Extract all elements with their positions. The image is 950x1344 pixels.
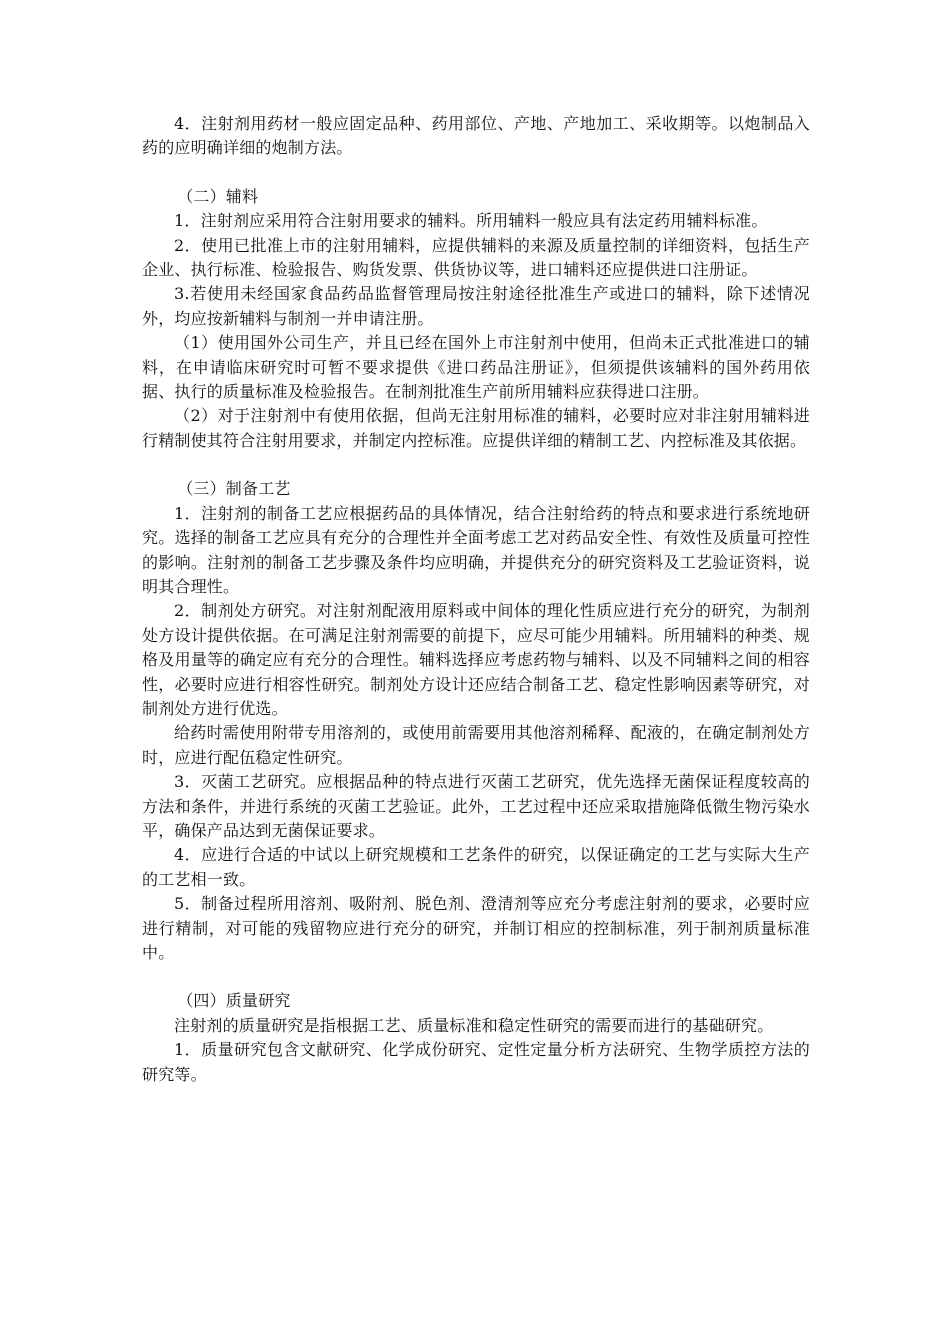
paragraph-quality-1: 1．质量研究包含文献研究、化学成份研究、定性定量分析方法研究、生物学质控方法的研究等。 (142, 1040, 810, 1084)
document-page (142, 112, 810, 1087)
paragraph-process-4: 4．应进行合适的中试以上研究规模和工艺条件的研究，以保证确定的工艺与实际大生产的工艺相一致。 (142, 845, 810, 889)
paragraph-process-2b: 给药时需使用附带专用溶剂的，或使用前需要用其他溶剂稀释、配液的，在确定制剂处方时，应进行配伍稳定性研究。 (142, 723, 810, 767)
paragraph-excipients-3-1: （1）使用国外公司生产，并且已经在国外上市注射剂中使用，但尚未正式批准进口的辅料，在申请临床研究时可暂不要求提供《进口药品注册证》，但须提供该辅料的国外药用依据、执行的质量标准及检验报告。在制剂批准生产前所用辅料应获得进口注册。 (142, 333, 810, 402)
paragraph-excipients-3: 3.若使用未经国家食品药品监督管理局按注射途径批准生产或进口的辅料，除下述情况外，均应按新辅料与制剂一并申请注册。 (142, 284, 810, 328)
section-heading-quality: （四）质量研究 (177, 991, 291, 1011)
section-heading-process: （三）制备工艺 (177, 479, 291, 499)
paragraph-excipients-3-2: （2）对于注射剂中有使用依据，但尚无注射用标准的辅料，必要时应对非注射用辅料进行精制使其符合注射用要求，并制定内控标准。应提供详细的精制工艺、内控标准及其依据。 (142, 406, 810, 450)
paragraph-process-3: 3．灭菌工艺研究。应根据品种的特点进行灭菌工艺研究，优先选择无菌保证程度较高的方法和条件，并进行系统的灭菌工艺验证。此外，工艺过程中还应采取措施降低微生物污染水平，确保产品达到无菌保证要求。 (142, 772, 810, 840)
section-gap (142, 965, 810, 989)
paragraph-excipients-2: 2．使用已批准上市的注射用辅料，应提供辅料的来源及质量控制的详细资料，包括生产企业、执行标准、检验报告、购货发票、供货协议等，进口辅料还应提供进口注册证。 (142, 235, 810, 280)
section-gap (142, 161, 810, 185)
paragraph-process-1: 1．注射剂的制备工艺应根据药品的具体情况，结合注射给药的特点和要求进行系统地研究。选择的制备工艺应具有充分的合理性并全面考虑工艺对药品安全性、有效性及质量可控性的影响。注射剂的制备工艺步骤及条件均应明确，并提供充分的研究资料及工艺验证资料，说明其合理性。 (142, 503, 810, 596)
paragraph-quality-intro: 注射剂的质量研究是指根据工艺、质量标准和稳定性研究的需要而进行的基础研究。 (174, 1015, 774, 1035)
paragraph-process-2: 2．制剂处方研究。对注射剂配液用原料或中间体的理化性质应进行充分的研究，为制剂处方设计提供依据。在可满足注射剂需要的前提下，应尽可能少用辅料。所用辅料的种类、规格及用量等的确定应有充分的合理性。辅料选择应考虑药物与辅料、以及不同辅料之间的相容性，必要时应进行相容性研究。制剂处方设计还应结合制备工艺、稳定性影响因素等研究，对制剂处方进行优选。 (142, 601, 810, 718)
section-gap (142, 453, 810, 477)
paragraph-process-5: 5．制备过程所用溶剂、吸附剂、脱色剂、澄清剂等应充分考虑注射剂的要求，必要时应进行精制，对可能的残留物应进行充分的研究，并制订相应的控制标准，列于制剂质量标准中。 (142, 894, 810, 962)
section-heading-excipients: （二）辅料 (177, 186, 259, 206)
paragraph-excipients-1: 1．注射剂应采用符合注射用要求的辅料。所用辅料一般应具有法定药用辅料标准。 (174, 211, 768, 231)
paragraph-herb-materials: 4．注射剂用药材一般应固定品种、药用部位、产地、产地加工、采收期等。以炮制品入药的应明确详细的炮制方法。 (142, 114, 810, 158)
